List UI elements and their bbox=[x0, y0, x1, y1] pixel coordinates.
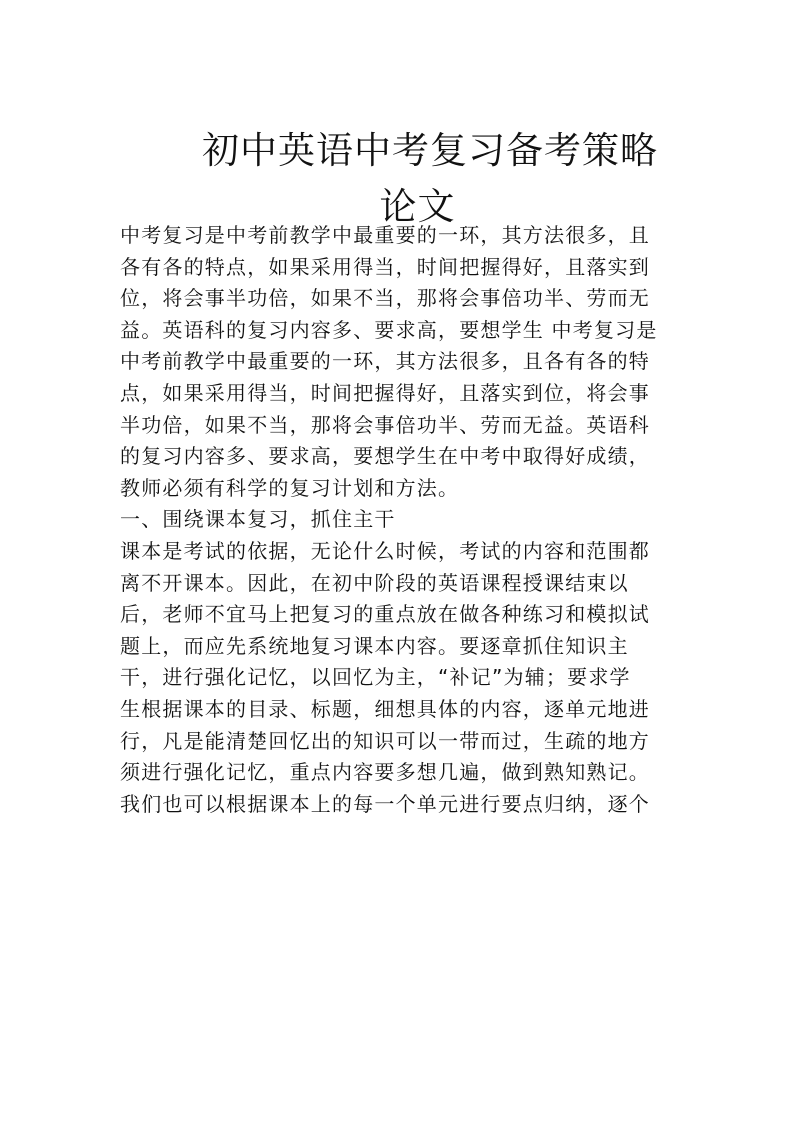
body-line: 的复习内容多、要求高，要想学生在中考中取得好成绩， bbox=[120, 444, 650, 469]
body-line: 点，如果采用得当，时间把握得好，且落实到位，将会事 bbox=[120, 380, 650, 405]
body-line: 题上，而应先系统地复习课本内容。要逐章抓住知识主 bbox=[120, 633, 629, 658]
body-line: 中考前教学中最重要的一环，其方法很多，且各有各的特 bbox=[120, 349, 650, 374]
body-line: 各有各的特点，如果采用得当，时间把握得好，且落实到 bbox=[120, 254, 650, 279]
body-line: 中考复习是中考前教学中最重要的一环，其方法很多，且 bbox=[120, 223, 650, 247]
body-line: 后，老师不宜马上把复习的重点放在做各种练习和模拟试 bbox=[120, 602, 650, 627]
body-line: 行，凡是能清楚回忆出的知识可以一带而过，生疏的地方 bbox=[120, 728, 650, 753]
body-line: 半功倍，如果不当，那将会事倍功半、劳而无益。英语科 bbox=[120, 412, 650, 437]
body-line: 离不开课本。因此，在初中阶段的英语课程授课结束以 bbox=[120, 570, 629, 595]
document-title bbox=[120, 123, 680, 235]
section-heading: 一、围绕课本复习，抓住主干 bbox=[120, 507, 396, 532]
title-line-2: 论文 bbox=[379, 184, 456, 228]
body-line: 干，进行强化记忆，以回忆为主，“补记”为辅；要求学 bbox=[120, 665, 631, 690]
body-line: 我们也可以根据课本上的每一个单元进行要点归纳，逐个 bbox=[120, 791, 650, 816]
body-line: 生根据课本的目录、标题，细想具体的内容，逐单元地进 bbox=[120, 696, 650, 721]
title-line-1: 初中英语中考复习备考策略 bbox=[202, 128, 658, 172]
body-line: 位，将会事半功倍，如果不当，那将会事倍功半、劳而无 bbox=[120, 286, 650, 311]
document-body bbox=[120, 220, 680, 820]
body-line: 教师必须有科学的复习计划和方法。 bbox=[120, 475, 460, 500]
body-line: 须进行强化记忆，重点内容要多想几遍，做到熟知熟记。 bbox=[120, 760, 650, 785]
body-line: 课本是考试的依据，无论什么时候，考试的内容和范围都 bbox=[120, 538, 650, 563]
body-line: 益。英语科的复习内容多、要求高，要想学生 中考复习是 bbox=[120, 317, 658, 342]
